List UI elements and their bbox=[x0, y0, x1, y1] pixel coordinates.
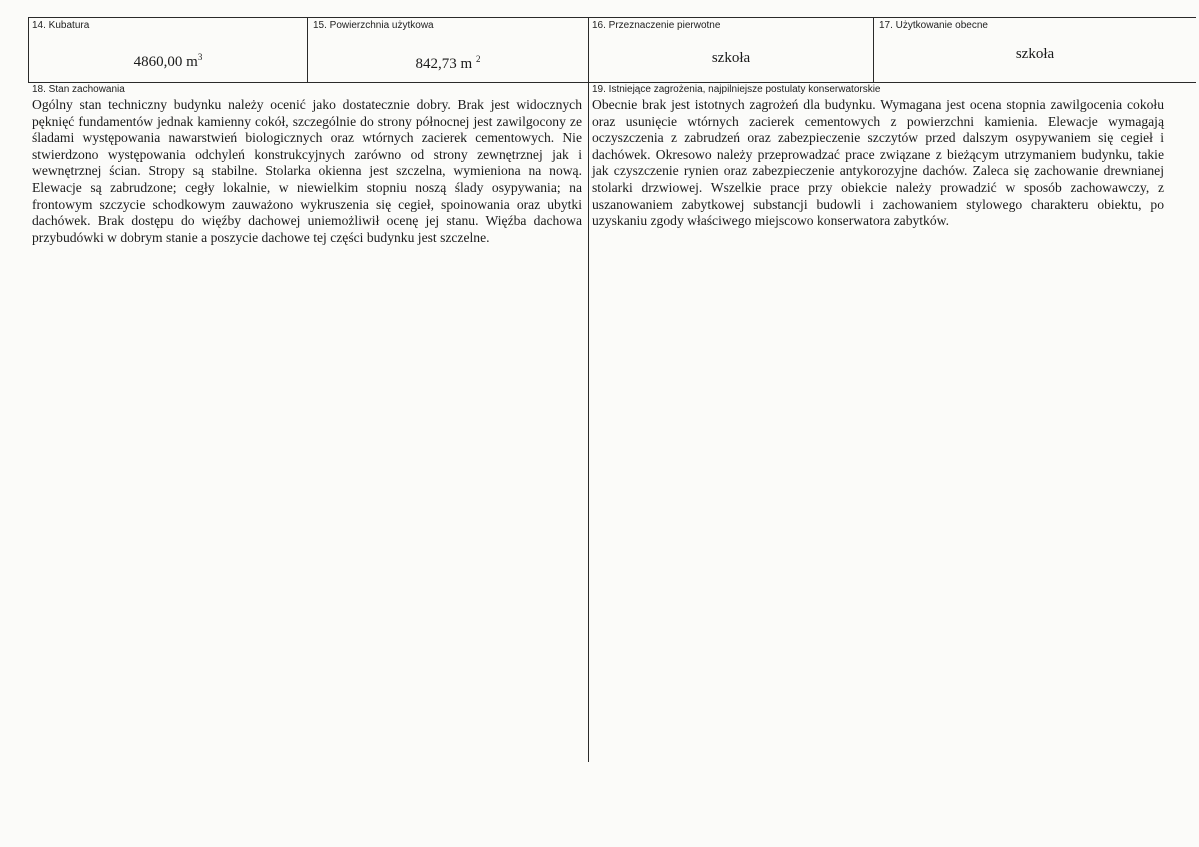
stan-zachowania-label: 18. Stan zachowania bbox=[32, 84, 125, 95]
stan-zachowania-text: Ogólny stan techniczny budynku należy ocenić jako dostatecznie dobry. Brak jest widocznych pęknięć fundamentów jednak kamienny cokół, szczególnie do strony północnej jest zawilgocony ze śladami występowania nawarstwień biologicznych oraz wtórnych zacierek cementowych. Nie stwierdzono występowania odchyleń konstrukcyjnych zarówno od strony zewnętrznej jak i wewnętrznej ścian. Stropy są stabilne. Stolarka okienna jest szczelna, wymieniona na nową. Elewacje są zabrudzone; cegły lokalnie, w niewielkim stopniu noszą ślady osypywania; na frontowym szczycie schodkowym zauważono wykruszenia się cegieł, spoinowania oraz ubytki dachówek. Brak dostępu do więźby dachowej uniemożliwił ocenę jej stanu. Więźba dachowa przybudówki w dobrym stanie a poszycie dachowe tej części budynku jest szczelne. bbox=[32, 97, 582, 245]
kubatura-label: 14. Kubatura bbox=[32, 20, 90, 31]
powierzchnia-value bbox=[308, 50, 588, 73]
powierzchnia-number: 842,73 m bbox=[415, 56, 476, 72]
kubatura-value bbox=[29, 48, 307, 71]
row-divider bbox=[28, 82, 1196, 83]
kubatura-number: 4860,00 m bbox=[133, 54, 198, 70]
uzytkowanie-value: szkoła bbox=[1015, 46, 1055, 62]
przeznaczenie-value: szkoła bbox=[711, 50, 751, 66]
table-top-border bbox=[28, 17, 1196, 18]
kubatura-unit-exponent: 3 bbox=[197, 52, 203, 62]
powierzchnia-unit-exponent: 2 bbox=[475, 54, 481, 64]
column-divider-2 bbox=[588, 17, 589, 762]
przeznaczenie-label: 16. Przeznaczenie pierwotne bbox=[592, 20, 721, 31]
uzytkowanie-label: 17. Użytkowanie obecne bbox=[879, 20, 988, 31]
zagrozenia-text: Obecnie brak jest istotnych zagrożeń dla budynku. Wymagana jest ocena stopnia zawilgocenia cokołu oraz usunięcie wtórnych zacierek cementowych z powierzchni kamienia. Elewacje wymagają oczyszczenia z zabrudzeń oraz zabezpieczenie szczytów przed dalszym osypywaniem się cegieł i dachówek. Okresowo należy przeprowadzać prace związane z bieżącym utrzymaniem budynku, takie jak czyszczenie rynien oraz zabezpieczenie antykorozyjne dachów. Zaleca się zachowanie drewnianej stolarki drzwiowej. Wszelkie prace przy obiekcie należy prowadzić w sposób zachowawczy, z uszanowaniem zabytkowej substancji budowli i zachowaniem stylowego charakteru obiektu, po uzyskaniu zgody właściwego miejscowo konserwatora zabytków. bbox=[592, 97, 1164, 229]
powierzchnia-label: 15. Powierzchnia użytkowa bbox=[313, 20, 434, 31]
zagrozenia-label: 19. Istniejące zagrożenia, najpilniejsze postulaty konserwatorskie bbox=[592, 84, 881, 95]
